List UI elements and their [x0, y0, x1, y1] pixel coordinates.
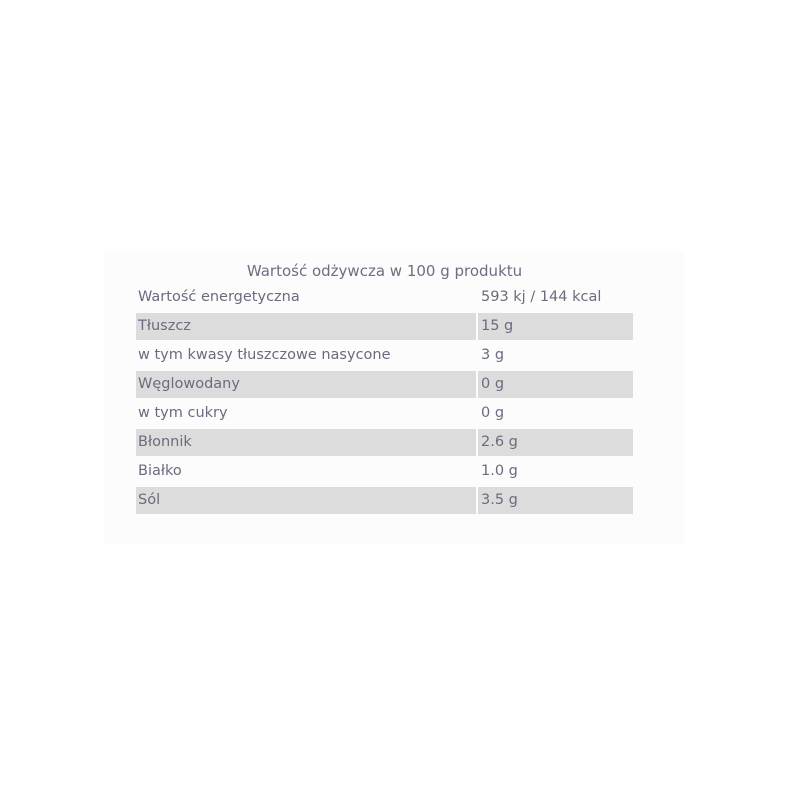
nutrient-value: 0 g: [481, 405, 505, 421]
nutrient-value: 593 kj / 144 kcal: [481, 289, 602, 305]
table-row: [136, 400, 633, 427]
table-row: [136, 284, 633, 311]
table-body: [136, 284, 633, 514]
nutrient-value: 2.6 g: [478, 429, 633, 456]
nutrient-name: Tłuszcz: [136, 313, 476, 340]
table-row: [136, 342, 633, 369]
nutrient-value: 0 g: [478, 371, 633, 398]
nutrient-name: w tym kwasy tłuszczowe nasycone: [138, 347, 391, 363]
nutrient-value: 1.0 g: [481, 463, 518, 479]
table-row: [136, 487, 633, 514]
nutrient-name: w tym cukry: [138, 405, 228, 421]
nutrient-value: 15 g: [478, 313, 633, 340]
nutrient-name: Sól: [136, 487, 476, 514]
table-caption: Wartość odżywcza w 100 g produktu: [246, 262, 523, 280]
table-row: [136, 313, 633, 340]
nutrient-value: 3 g: [481, 347, 505, 363]
nutrient-name: Błonnik: [136, 429, 476, 456]
nutrient-name: Białko: [138, 463, 182, 479]
nutrient-name: Wartość energetyczna: [138, 289, 300, 305]
table-row: [136, 371, 633, 398]
nutrient-name: Węglowodany: [136, 371, 476, 398]
table-row: [136, 429, 633, 456]
nutrient-value: 3.5 g: [478, 487, 633, 514]
nutrition-table: [136, 258, 633, 516]
table-row: [136, 458, 633, 485]
